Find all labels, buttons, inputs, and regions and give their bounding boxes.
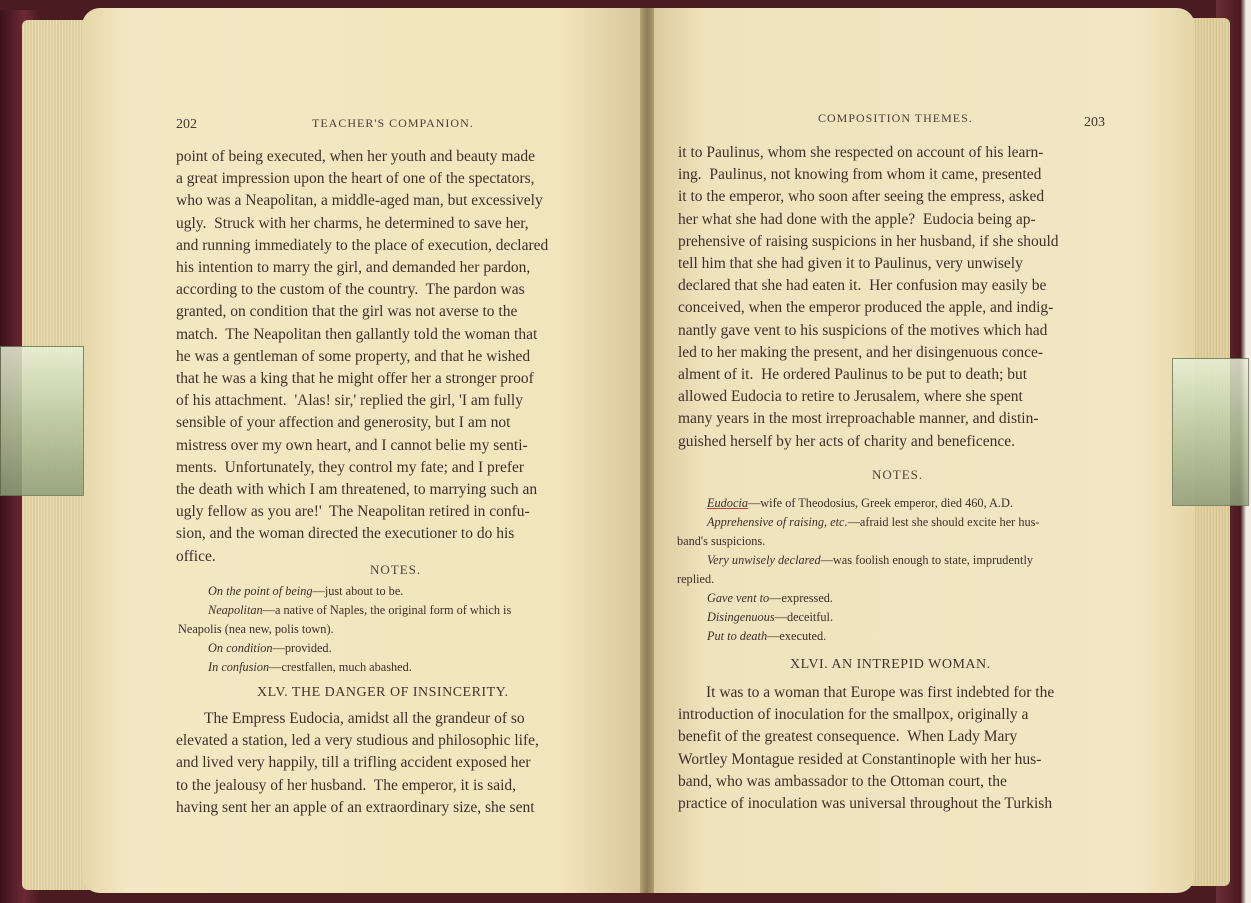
left-notes-title: NOTES. bbox=[370, 562, 422, 577]
page-clip-right bbox=[1172, 358, 1249, 506]
text-line: elevated a station, led a very studious and philosophic life, bbox=[176, 732, 539, 750]
note-definition: —was foolish enough to state, imprudently bbox=[820, 553, 1034, 567]
note-item bbox=[208, 582, 403, 601]
text-line: her what she had done with the apple? Eudocia being ap- bbox=[678, 210, 1036, 228]
note-item bbox=[677, 570, 714, 589]
left-page-number: 202 bbox=[176, 117, 197, 132]
text-line: he was a gentleman of some property, and that he wished bbox=[176, 347, 531, 365]
text-line: having sent her an apple of an extraordinary size, she sent bbox=[176, 798, 535, 816]
text-line: ments. Unfortunately, they control my fate; and I prefer bbox=[176, 458, 525, 476]
note-item bbox=[208, 658, 412, 677]
text-line: match. The Neapolitan then gallantly told the woman that bbox=[176, 325, 538, 343]
note-definition: —crestfallen, much abashed. bbox=[269, 660, 412, 674]
text-line: it to Paulinus, whom she respected on account of his learn- bbox=[678, 144, 1044, 161]
note-item bbox=[707, 589, 833, 608]
text-line: a great impression upon the heart of one of the spectators, bbox=[176, 170, 535, 188]
right-notes-title: NOTES. bbox=[872, 467, 924, 482]
note-term: Eudocia bbox=[707, 496, 748, 510]
note-item bbox=[178, 620, 334, 639]
note-term: On condition bbox=[208, 641, 273, 655]
note-item bbox=[707, 494, 1013, 513]
left-body-text bbox=[176, 146, 612, 568]
right-running-head: COMPOSITION THEMES. bbox=[818, 111, 973, 125]
note-term: Put to death bbox=[707, 629, 768, 643]
right-section-title: XLVI. AN INTREPID WOMAN. bbox=[790, 657, 991, 672]
note-item bbox=[208, 639, 332, 658]
text-line: ugly. Struck with her charms, he determined to save her, bbox=[176, 214, 529, 232]
text-line: led to her making the present, and her disingenuous conce- bbox=[678, 343, 1043, 361]
text-line: band, who was ambassador to the Ottoman court, the bbox=[678, 772, 1007, 790]
right-body-text bbox=[678, 142, 1110, 453]
text-line: alment of it. He ordered Paulinus to be put to death; but bbox=[678, 366, 1028, 384]
note-definition: —a native of Naples, the original form of which is bbox=[262, 603, 512, 617]
note-definition: —provided. bbox=[272, 641, 332, 655]
right-section-text bbox=[678, 682, 1110, 815]
text-line: of his attachment. 'Alas! sir,' replied the girl, 'I am fully bbox=[176, 392, 523, 410]
text-line: conceived, when the emperor produced the apple, and indig- bbox=[678, 299, 1054, 317]
note-definition: band's suspicions. bbox=[677, 534, 766, 548]
right-page-number: 203 bbox=[1084, 115, 1105, 130]
text-line: it to the emperor, who soon after seeing the empress, asked bbox=[678, 188, 1045, 206]
text-line: sensible of your affection and generosity, but I am not bbox=[176, 414, 511, 432]
text-line: point of being executed, when her youth and beauty made bbox=[176, 148, 535, 165]
text-line: declared that she had eaten it. Her confusion may easily be bbox=[678, 277, 1047, 295]
note-term: Gave vent to bbox=[707, 591, 770, 605]
note-definition: replied. bbox=[677, 572, 715, 586]
text-line: practice of inoculation was universal throughout the Turkish bbox=[678, 795, 1053, 813]
text-line: allowed Eudocia to retire to Jerusalem, where she spent bbox=[678, 388, 1023, 406]
page-clip-left bbox=[0, 346, 84, 496]
text-line: introduction of inoculation for the smallpox, originally a bbox=[678, 706, 1029, 724]
text-line: It was to a woman that Europe was first indebted for the bbox=[706, 684, 1055, 701]
text-line: tell him that she had given it to Paulinus, very unwisely bbox=[678, 255, 1023, 273]
text-line: Wortley Montague resided at Constantinople with her hus- bbox=[678, 750, 1042, 768]
note-item bbox=[707, 627, 826, 646]
note-definition: —just about to be. bbox=[312, 584, 404, 598]
note-term: In confusion bbox=[208, 660, 270, 674]
note-item bbox=[208, 601, 511, 620]
text-line: ing. Paulinus, not knowing from whom it came, presented bbox=[678, 166, 1042, 184]
note-definition: —wife of Theodosius, Greek emperor, died 460, A.D. bbox=[747, 496, 1013, 510]
note-item bbox=[707, 608, 833, 627]
text-line: ugly fellow as you are!' The Neapolitan retired in confu- bbox=[176, 503, 530, 521]
text-line: sion, and the woman directed the executioner to do his bbox=[176, 525, 515, 543]
note-term: Neapolitan bbox=[208, 603, 263, 617]
note-item bbox=[677, 532, 765, 551]
text-line: many years in the most irreproachable manner, and distin- bbox=[678, 410, 1039, 428]
text-line: nantly gave vent to his suspicions of the motives which had bbox=[678, 321, 1048, 339]
note-definition: Neapolis (nea new, polis town). bbox=[178, 622, 334, 636]
text-line: and running immediately to the place of execution, declared bbox=[176, 236, 549, 254]
left-section-title: XLV. THE DANGER OF INSINCERITY. bbox=[257, 685, 509, 700]
text-line: that he was a king that he might offer her a stronger proof bbox=[176, 370, 534, 388]
note-definition: —expressed. bbox=[769, 591, 833, 605]
text-line: prehensive of raising suspicions in her husband, if she should bbox=[678, 232, 1059, 250]
note-definition: —afraid lest she should excite her hus- bbox=[847, 515, 1040, 529]
note-term: On the point of being bbox=[208, 584, 313, 598]
note-term: Very unwisely declared bbox=[707, 553, 821, 567]
text-line: his intention to marry the girl, and demanded her pardon, bbox=[176, 259, 531, 277]
text-line: and lived very happily, till a trifling accident exposed her bbox=[176, 754, 531, 772]
text-line: to the jealousy of her husband. The emperor, it is said, bbox=[176, 776, 517, 794]
note-term: Apprehensive of raising, etc. bbox=[707, 515, 848, 529]
text-line: office. bbox=[176, 547, 216, 565]
text-line: according to the custom of the country. The pardon was bbox=[176, 281, 525, 299]
note-item bbox=[707, 513, 1040, 532]
book-gutter bbox=[640, 8, 654, 893]
text-line: the death with which I am threatened, to marrying such an bbox=[176, 481, 538, 499]
note-item bbox=[707, 551, 1033, 570]
text-line: guished herself by her acts of charity and beneficence. bbox=[678, 432, 1015, 450]
text-line: granted, on condition that the girl was not averse to the bbox=[176, 303, 518, 321]
text-line: The Empress Eudocia, amidst all the grandeur of so bbox=[204, 710, 525, 727]
left-running-head: TEACHER'S COMPANION. bbox=[312, 116, 474, 130]
text-line: mistress over my own heart, and I cannot belie my senti- bbox=[176, 436, 528, 454]
left-section-text bbox=[176, 708, 612, 819]
text-line: benefit of the greatest consequence. When Lady Mary bbox=[678, 728, 1018, 746]
note-definition: —deceitful. bbox=[774, 610, 834, 624]
text-line: who was a Neapolitan, a middle-aged man, but excessively bbox=[176, 192, 543, 210]
note-definition: —executed. bbox=[767, 629, 827, 643]
note-term: Disingenuous bbox=[707, 610, 775, 624]
